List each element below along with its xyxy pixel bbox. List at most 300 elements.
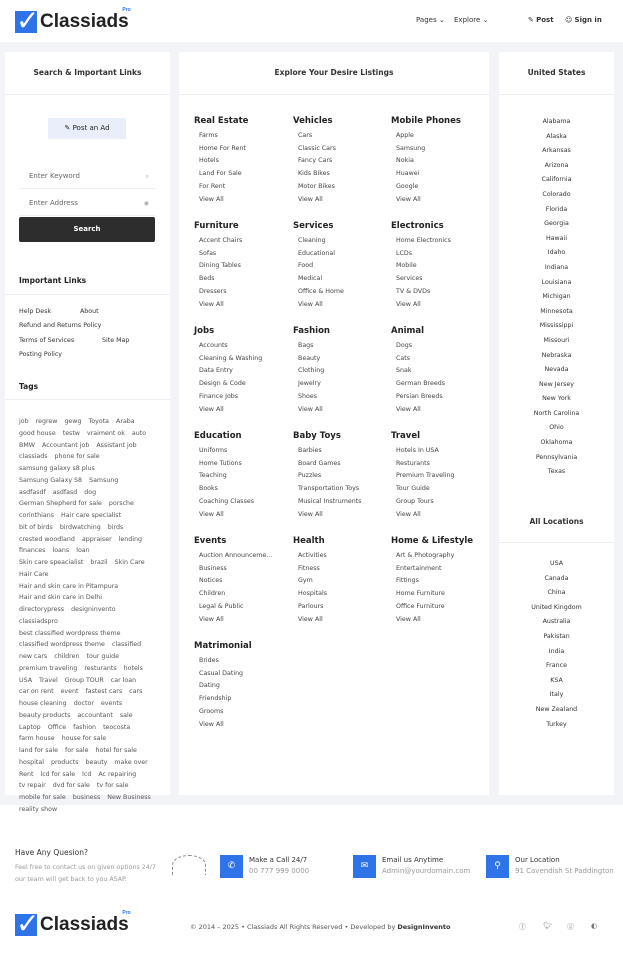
category-block [293, 221, 388, 311]
tag-link[interactable]: events [100, 700, 123, 707]
tag-link[interactable]: classified wordpress theme [19, 641, 105, 649]
view-all-link[interactable]: View All [199, 720, 224, 728]
subcategory-link[interactable]: Office Furniture [396, 602, 445, 610]
subcategory-link[interactable]: Friendship [199, 695, 232, 703]
view-all-link[interactable]: View All [298, 300, 323, 308]
subcategory-link[interactable]: Clothing [298, 367, 325, 375]
category-title[interactable]: Travel [391, 431, 421, 441]
post-link[interactable]: ✎ Post [528, 16, 554, 24]
tag-link[interactable]: birdwatching [59, 523, 101, 531]
tag-link[interactable]: loan [76, 547, 90, 555]
subcategory-link[interactable]: Fittings [396, 577, 419, 585]
subcategory-link[interactable]: Google [396, 182, 419, 190]
state-link[interactable]: Louisiana [541, 278, 572, 286]
tag-link[interactable]: new cars [19, 653, 48, 660]
tag-link[interactable]: dvd for sale [52, 782, 90, 790]
edit-icon: ✎ [64, 124, 71, 132]
tag-link[interactable]: beauty products [19, 711, 71, 719]
subcategory-link[interactable]: Business [199, 564, 227, 572]
tag-link[interactable]: classified [111, 641, 142, 649]
subcategory-link[interactable]: Samsung [396, 144, 426, 152]
subcategory-link[interactable]: Hotels [199, 157, 219, 165]
subcategory-link[interactable]: Food [298, 262, 314, 270]
category-title[interactable]: Health [293, 536, 325, 546]
tag-link[interactable]: loans [52, 547, 70, 555]
state-link[interactable]: Pennsylvania [535, 453, 578, 461]
state-link[interactable]: Colorado [542, 190, 571, 198]
category-title[interactable]: Jobs [194, 326, 215, 336]
tag-link[interactable]: vraiment ok [86, 429, 125, 437]
state-link[interactable]: Mississippi [539, 322, 574, 330]
subcategory-link[interactable]: Transportation Toys [298, 485, 360, 493]
subcategory-link[interactable]: Educational [298, 249, 335, 257]
tag-link[interactable]: farm house [19, 735, 55, 743]
tag-link[interactable]: USA [19, 676, 33, 684]
location-link[interactable]: France [546, 662, 567, 670]
subcategory-link[interactable]: Persian Breeds [396, 392, 443, 400]
tag-link[interactable]: gewg [64, 418, 82, 425]
state-link[interactable]: Hawaii [545, 234, 568, 242]
tag-link[interactable]: crested woodland [19, 535, 75, 543]
all-locations-title: All Locations [529, 517, 584, 526]
tag-link[interactable]: designinvento [71, 606, 116, 613]
location-link[interactable]: Turkey [546, 720, 567, 728]
subcategory-link[interactable]: Beauty [298, 354, 321, 362]
tag-link[interactable]: New Business [107, 794, 151, 801]
category-block [194, 536, 289, 626]
subcategory-link[interactable]: Board Games [298, 459, 341, 467]
subcategory-link[interactable]: Beds [199, 275, 215, 283]
subcategory-link[interactable]: Home Furniture [396, 590, 445, 598]
tag-link[interactable]: beauty [85, 758, 108, 766]
tag-link[interactable]: tour guide [86, 653, 120, 660]
tag-link[interactable]: car on rent [19, 688, 54, 696]
subcategory-link[interactable]: Fancy Cars [298, 157, 333, 165]
tags-title: Tags [19, 382, 39, 391]
category-title[interactable]: Matrimonial [194, 641, 252, 651]
footer-question: Have Any Quesion? [15, 848, 88, 857]
twitter-icon[interactable]: 🐦︎ [543, 922, 552, 930]
category-title[interactable]: Electronics [391, 221, 444, 231]
subcategory-link[interactable]: Cleaning [298, 237, 326, 244]
tag-link[interactable]: porsche [108, 500, 134, 508]
subcategory-link[interactable]: Musical Instruments [298, 497, 362, 505]
subcategory-link[interactable]: Design & Code [199, 380, 246, 388]
edit-icon: ✎ [528, 16, 534, 24]
link-refund[interactable]: Refund and Returns Policy [19, 322, 102, 329]
tag-link[interactable]: birds [107, 523, 124, 531]
tag-link[interactable]: tv repair [19, 782, 46, 790]
subcategory-link[interactable]: Books [199, 485, 218, 493]
state-link[interactable]: Arizona [544, 161, 569, 169]
signin-link[interactable]: ☺ Sign in [565, 16, 602, 24]
tag-link[interactable]: hospital [19, 758, 44, 766]
tag-link[interactable]: Samsung [89, 476, 119, 484]
category-block [194, 116, 289, 206]
category-block [194, 326, 289, 416]
subcategory-link[interactable]: Brides [199, 657, 219, 664]
state-link[interactable]: North Carolina [533, 409, 580, 417]
header [0, 0, 623, 42]
view-all-link[interactable]: View All [199, 195, 224, 203]
subcategory-link[interactable]: Art & Photography [396, 552, 455, 559]
nav-explore[interactable]: Explore ⌄ [454, 16, 489, 24]
tag-link[interactable]: Araba [116, 418, 135, 425]
tag-link[interactable]: house cleaning [19, 700, 67, 707]
subcategory-link[interactable]: Hospitals [298, 590, 327, 598]
subcategory-link[interactable]: Data Entry [199, 367, 233, 375]
tag-link[interactable]: Toyota [88, 418, 110, 425]
view-all-link[interactable]: View All [298, 195, 323, 203]
subcategory-link[interactable]: Dining Tables [199, 262, 241, 270]
tag-link[interactable]: phone for sale [54, 453, 100, 461]
check-logo-icon [15, 914, 37, 936]
tag-link[interactable]: finances [19, 547, 46, 555]
category-block [194, 431, 289, 521]
tag-link[interactable]: premium traveling [19, 664, 78, 672]
subcategory-link[interactable]: For Rent [199, 182, 226, 190]
subcategory-link[interactable]: Uniforms [199, 447, 228, 454]
location-icon: ◉ [143, 200, 149, 207]
tag-link[interactable]: directorypress [19, 606, 65, 613]
tag-link[interactable]: doctor [73, 700, 94, 707]
logo[interactable]: ✓ Classiads Pro [15, 11, 129, 33]
subcategory-link[interactable]: Sofas [199, 249, 217, 257]
location-link[interactable]: Italy [549, 691, 564, 699]
sidebar-title: Search & Important Links [33, 68, 142, 77]
state-link[interactable]: Texas [547, 468, 566, 476]
keyword-input[interactable]: Enter Keyword ⌕ [19, 164, 155, 189]
view-all-link[interactable]: View All [199, 405, 224, 413]
dashed-arrow-icon [172, 855, 206, 875]
subcategory-link[interactable]: Classic Cars [298, 144, 336, 152]
tag-link[interactable]: regrew [35, 418, 58, 425]
search-button[interactable]: Search [19, 217, 155, 242]
link-posting-policy[interactable]: Posting Policy [19, 351, 63, 358]
category-block [391, 116, 486, 206]
tag-link[interactable]: Samsung Galaxy S8 [19, 476, 83, 484]
tag-link[interactable]: business [72, 794, 101, 801]
tag-link[interactable]: Rent [19, 770, 34, 778]
tag-link[interactable]: classiads [19, 453, 48, 461]
subcategory-link[interactable]: Teaching [199, 472, 227, 480]
category-title[interactable]: Real Estate [194, 116, 249, 126]
email-value[interactable]: Admin@yourdomain.com [382, 867, 471, 875]
tag-link[interactable]: hotel for sale [95, 747, 137, 754]
tag-link[interactable]: Hair Care [19, 570, 49, 578]
tag-link[interactable]: Skin care speacialist [19, 559, 84, 566]
tag-link[interactable]: dog [84, 488, 97, 496]
subcategory-link[interactable]: Huawei [396, 170, 420, 178]
subcategory-link[interactable]: Accent Chairs [199, 237, 243, 244]
category-title[interactable]: Education [194, 431, 242, 441]
link-help-desk[interactable]: Help Desk [19, 308, 52, 315]
location-link[interactable]: Canada [544, 574, 569, 582]
tag-link[interactable]: Laptop [19, 723, 41, 731]
category-title[interactable]: Vehicles [293, 116, 333, 126]
developer-link[interactable]: DesignInvento [397, 923, 451, 931]
subcategory-link[interactable]: Premium Traveling [396, 472, 455, 480]
subcategory-link[interactable]: Notices [199, 577, 223, 585]
subcategory-link[interactable]: Medical [298, 275, 323, 283]
tag-link[interactable]: event [60, 688, 79, 696]
tag-link[interactable]: Office [47, 723, 67, 731]
view-all-link[interactable]: View All [396, 615, 421, 623]
category-title[interactable]: Services [293, 221, 334, 231]
state-link[interactable]: Alaska [546, 132, 567, 140]
subcategory-link[interactable]: Legal & Public [199, 602, 244, 610]
subcategory-link[interactable]: Puzzles [298, 472, 322, 480]
subcategory-link[interactable]: Office & Home [298, 287, 344, 295]
tag-link[interactable]: BMW [19, 441, 35, 449]
link-terms[interactable]: Terms of Services [19, 337, 75, 344]
subcategory-link[interactable]: TV & DVDs [396, 287, 431, 295]
tag-link[interactable]: lending [118, 535, 143, 543]
tag-link[interactable]: appraiser [81, 535, 112, 543]
tag-link[interactable]: samsung galaxy s8 plus [19, 465, 95, 472]
subcategory-link[interactable]: Gym [298, 577, 313, 585]
tag-link[interactable]: teocosta [103, 723, 131, 731]
tag-link[interactable]: for sale [65, 747, 89, 754]
tag-link[interactable]: hotels [123, 664, 143, 672]
tag-link[interactable]: fastest cars [85, 688, 123, 696]
tag-link[interactable]: reality show [19, 805, 58, 813]
location-link[interactable]: India [548, 647, 565, 655]
tag-link[interactable]: products [50, 758, 79, 766]
subcategory-link[interactable]: Finance Jobs [199, 392, 239, 400]
tag-link[interactable]: asdfasd [52, 488, 78, 496]
location-link[interactable]: New Zealand [535, 705, 578, 713]
state-link[interactable]: Indiana [544, 263, 569, 271]
check-logo-icon [15, 11, 37, 33]
state-link[interactable]: California [541, 176, 572, 184]
subcategory-link[interactable]: Casual Dating [199, 669, 244, 677]
state-link[interactable]: New Jersey [539, 380, 574, 388]
subcategory-link[interactable]: Farms [199, 132, 218, 139]
category-block [391, 326, 486, 416]
post-ad-button[interactable]: ✎ Post an Ad [48, 118, 126, 139]
category-title[interactable]: Baby Toys [293, 431, 341, 441]
location-link[interactable]: KSA [550, 676, 563, 684]
tag-link[interactable]: best classified wordpress theme [19, 629, 121, 637]
link-site-map[interactable]: Site Map [102, 337, 130, 344]
subcategory-link[interactable]: Tour Guide [396, 485, 430, 493]
view-all-link[interactable]: View All [298, 615, 323, 623]
location-value: 91 Cavendish St Paddington [515, 867, 614, 875]
category-title[interactable]: Mobile Phones [391, 116, 461, 126]
view-all-link[interactable]: View All [396, 300, 421, 308]
tag-link[interactable]: mobile for sale [19, 794, 66, 801]
tag-link[interactable]: cars [129, 688, 143, 696]
tag-link[interactable]: job [19, 418, 29, 425]
tag-link[interactable]: make over [114, 758, 148, 766]
tag-link[interactable]: auto [131, 429, 147, 437]
subcategory-link[interactable]: Dating [199, 682, 220, 690]
category-title[interactable]: Home & Lifestyle [391, 536, 474, 546]
google-icon[interactable]: ⓖ [567, 923, 574, 931]
tag-link[interactable]: Skin Care [114, 559, 145, 566]
state-link[interactable]: Minnesota [540, 307, 573, 315]
view-all-link[interactable]: View All [396, 405, 421, 413]
tag-link[interactable]: German Shepherd for sale [19, 500, 102, 508]
subcategory-link[interactable]: Activities [298, 552, 327, 559]
tag-link[interactable]: Hair care specialist [61, 512, 122, 519]
view-all-link[interactable]: View All [298, 510, 323, 518]
state-link[interactable]: Nebraska [541, 351, 572, 359]
subcategory-link[interactable]: Bags [298, 342, 314, 349]
tag-link[interactable]: Travel [39, 676, 58, 684]
subcategory-link[interactable]: Hotels In USA [396, 447, 439, 454]
subcategory-link[interactable]: Entertainment [396, 564, 442, 572]
view-all-link[interactable]: View All [199, 300, 224, 308]
nav-pages[interactable]: Pages ⌄ [416, 16, 445, 24]
location-link[interactable]: Pakistan [543, 632, 570, 640]
view-all-link[interactable]: View All [396, 195, 421, 203]
subcategory-link[interactable]: Auction Announceme... [199, 552, 273, 559]
location-pin-icon: ⚲ [486, 855, 509, 878]
link-about[interactable]: About [80, 308, 99, 315]
subcategory-link[interactable]: Dressers [199, 287, 227, 295]
category-block [194, 221, 289, 311]
category-block [391, 536, 486, 626]
tag-link[interactable]: Ac repairing [98, 770, 137, 778]
tag-link[interactable]: tv for sale [96, 782, 129, 790]
tag-link[interactable]: children [54, 653, 80, 660]
subcategory-link[interactable]: Motor Bikes [298, 182, 335, 190]
state-link[interactable]: New York [542, 395, 571, 403]
subcategory-link[interactable]: Mobile [396, 262, 417, 270]
state-link[interactable]: Oklahoma [540, 439, 573, 447]
category-title[interactable]: Animal [391, 326, 425, 336]
state-link[interactable]: Alabama [542, 118, 571, 125]
category-title[interactable]: Events [194, 536, 227, 546]
subcategory-link[interactable]: Services [396, 275, 423, 283]
tag-link[interactable]: good house [19, 429, 56, 437]
state-link[interactable]: Nevada [544, 366, 569, 374]
category-block [293, 431, 388, 521]
tag-link[interactable]: fashion [73, 723, 97, 731]
location-link[interactable]: China [547, 589, 566, 597]
tag-link[interactable]: brazil [90, 559, 108, 566]
state-link[interactable]: Arkansas [542, 147, 571, 155]
subcategory-link[interactable]: Nokia [396, 157, 414, 165]
subcategory-link[interactable]: LCDs [396, 249, 413, 257]
tag-link[interactable]: Accountant job [42, 441, 90, 449]
state-link[interactable]: Georgia [544, 220, 569, 228]
subcategory-link[interactable]: Cats [396, 354, 411, 362]
facebook-icon[interactable]: ⓕ [519, 923, 526, 931]
tag-link[interactable]: bit of birds [19, 523, 53, 531]
locations-panel [499, 52, 614, 795]
phone-value[interactable]: 00 777 999 0000 [249, 867, 310, 875]
listings-title: Explore Your Desire Listings [274, 68, 394, 77]
state-link[interactable]: Florida [545, 205, 568, 213]
tag-link[interactable]: lcd [82, 770, 92, 778]
footer-desc: Feel free to contact us on given options 24/7 our team will get back to you ASAP. [15, 864, 156, 883]
view-all-link[interactable]: View All [199, 615, 224, 623]
subcategory-link[interactable]: Shoes [298, 392, 317, 400]
category-block [293, 536, 388, 626]
tag-link[interactable]: Hair and skin care in Delhi [19, 594, 103, 602]
tag-link[interactable]: classiadspro [19, 617, 58, 625]
tag-link[interactable]: land for sale [19, 747, 59, 754]
subcategory-link[interactable]: Home Tutions [199, 459, 242, 467]
copyright: © 2014 – 2025 • Classiads All Rights Reserved • Developed by DesignInvento [190, 923, 451, 931]
contact-label: Email us Anytime [382, 856, 444, 864]
footer-logo[interactable]: ✓ Classiads Pro [15, 914, 129, 936]
states-title: United States [527, 68, 586, 77]
tag-link[interactable]: testw [62, 429, 80, 437]
tag-link[interactable]: Assistant job [96, 441, 137, 449]
tag-link[interactable]: sale [119, 711, 133, 719]
view-all-link[interactable]: View All [298, 405, 323, 413]
subcategory-link[interactable]: Group Tours [396, 497, 434, 505]
subcategory-link[interactable]: Barbies [298, 447, 322, 454]
location-link[interactable]: United Kingdom [531, 603, 582, 611]
state-link[interactable]: Michigan [542, 293, 571, 301]
category-title[interactable]: Furniture [194, 221, 239, 231]
category-block [293, 116, 388, 206]
tag-link[interactable]: corinthians [19, 512, 54, 519]
location-link[interactable]: Australia [542, 618, 571, 626]
tag-link[interactable]: Group TOUR [64, 676, 104, 684]
subcategory-link[interactable]: Fitness [298, 564, 320, 572]
subcategory-link[interactable]: Coaching Classes [199, 497, 255, 505]
email-icon: ✉ [353, 855, 376, 878]
listings-panel [179, 52, 489, 795]
tag-link[interactable]: resturants [84, 664, 117, 672]
subcategory-link[interactable]: Jewelry [298, 380, 321, 388]
state-link[interactable]: Idaho [547, 249, 566, 257]
category-block [391, 431, 486, 521]
state-link[interactable]: Ohio [549, 424, 564, 432]
address-input[interactable]: Enter Address ◉ [19, 191, 155, 216]
subcategory-link[interactable]: Snak [396, 367, 412, 375]
subcategory-link[interactable]: Cars [298, 132, 313, 139]
subcategory-link[interactable]: Home Electronics [396, 237, 451, 244]
github-icon[interactable]: ◐ [591, 922, 598, 930]
subcategory-link[interactable]: Land For Sale [199, 170, 242, 178]
subcategory-link[interactable]: Apple [396, 132, 414, 139]
subcategory-link[interactable]: Grooms [199, 707, 224, 715]
subcategory-link[interactable]: Children [199, 590, 226, 598]
tag-link[interactable]: accountant [77, 711, 113, 719]
state-link[interactable]: Missouri [543, 336, 570, 344]
subcategory-link[interactable]: Home For Rent [199, 144, 246, 152]
contact-label: Make a Call 24/7 [249, 856, 308, 864]
subcategory-link[interactable]: Parlours [298, 602, 324, 610]
tag-link[interactable]: car loan [110, 676, 137, 684]
phone-icon: ✆ [220, 855, 243, 878]
subcategory-link[interactable]: Dogs [396, 342, 412, 349]
subcategory-link[interactable]: Resturants [396, 459, 430, 467]
contact-label: Our Location [515, 856, 560, 864]
tag-link[interactable]: Hair and skin care in Pitampura [19, 582, 119, 590]
category-title[interactable]: Fashion [293, 326, 330, 336]
subcategory-link[interactable]: German Breeds [396, 380, 446, 388]
tag-link[interactable]: asdfasdf [19, 488, 46, 496]
subcategory-link[interactable]: Accounts [199, 342, 228, 349]
view-all-link[interactable]: View All [199, 510, 224, 518]
location-link[interactable]: USA [549, 560, 564, 567]
search-icon: ⌕ [145, 173, 149, 180]
subcategory-link[interactable]: Kids Bikes [298, 170, 330, 178]
tag-link[interactable]: house for sale [61, 735, 107, 743]
category-block [391, 221, 486, 311]
subcategory-link[interactable]: Cleaning & Washing [199, 354, 263, 362]
tag-link[interactable]: lcd for sale [40, 770, 76, 778]
view-all-link[interactable]: View All [396, 510, 421, 518]
